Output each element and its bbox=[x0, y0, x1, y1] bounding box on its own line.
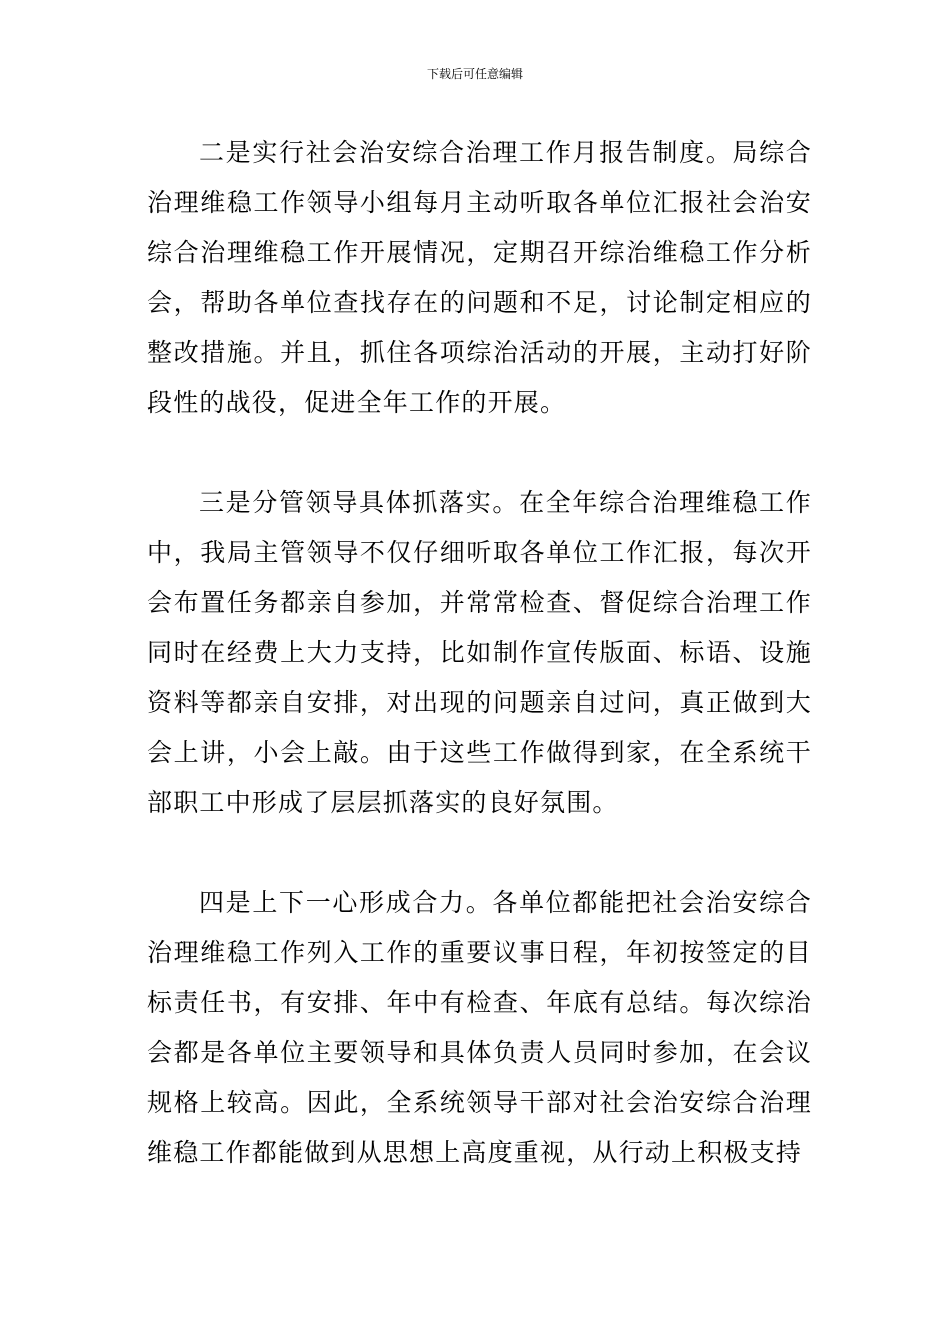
page-header-note: 下载后可任意编辑 bbox=[426, 67, 523, 81]
paragraph-leadership-implementation: 三是分管领导具体抓落实。在全年综合治理维稳工作中，我局主管领导不仅仔细听取各单位工作汇报，每次开会布置任务都亲自参加，并常常检查、督促综合治理工作同时在经费上大力支持，比如制作宣传版面、标语、设施资料等都亲自安排，对出现的问题亲自过问，真正做到大会上讲，小会上敲。由于这些工作做得到家，在全系统干部职工中形成了层层抓落实的良好氛围。 bbox=[147, 488, 812, 817]
paragraph-joint-effort: 四是上下一心形成合力。各单位都能把社会治安综合治理维稳工作列入工作的重要议事日程，年初按签定的目标责任书，有安排、年中有检查、年底有总结。每次综治会都是各单位主要领导和具体负责人员同时参加，在会议规格上较高。因此，全系统领导干部对社会治安综合治理维稳工作都能做到从思想上高度重视，从行动上积极支持 bbox=[147, 888, 812, 1167]
paragraph-report-system: 二是实行社会治安综合治理工作月报告制度。局综合治理维稳工作领导小组每月主动听取各单位汇报社会治安综合治理维稳工作开展情况，定期召开综治维稳工作分析会，帮助各单位查找存在的问题和不足，讨论制定相应的整改措施。并且，抓住各项综治活动的开展，主动打好阶段性的战役，促进全年工作的开展。 bbox=[147, 138, 812, 417]
document-body bbox=[147, 128, 812, 1178]
